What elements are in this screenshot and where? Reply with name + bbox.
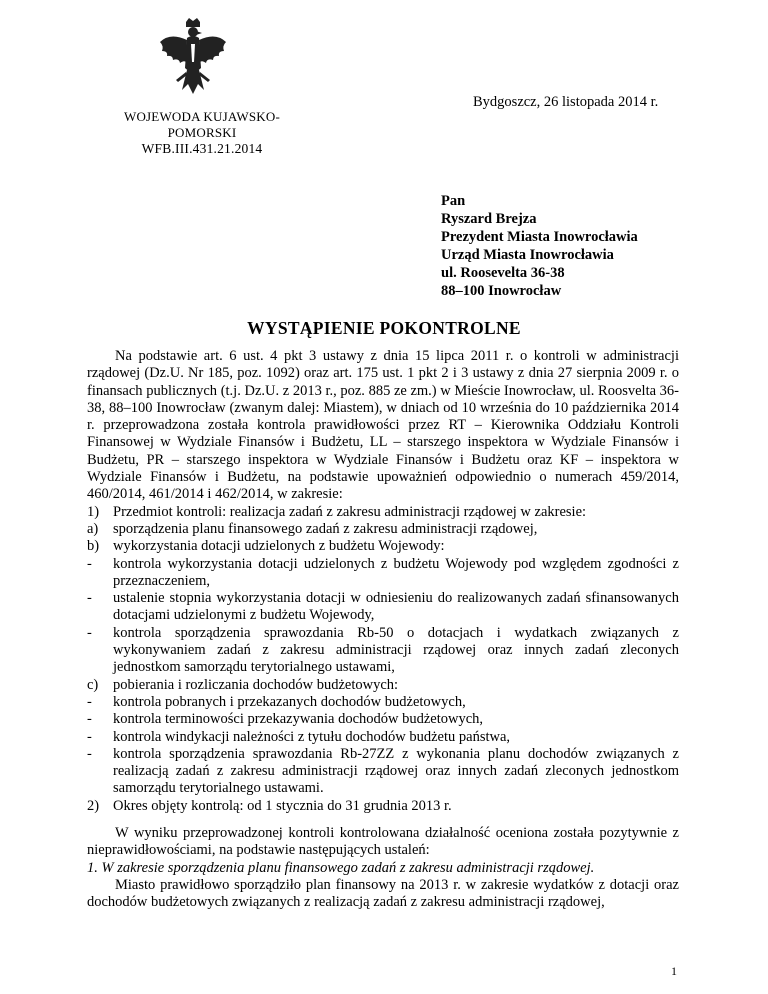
list-marker: - bbox=[87, 745, 92, 762]
place-date: Bydgoszcz, 26 listopada 2014 r. bbox=[473, 94, 659, 110]
list-text: kontrola sporządzenia sprawozdania Rb-50 o dotacjach i wydatkach związanych z wykonywaniem zadań z zakresu administracji rządowej oraz innych zadań zleconych jednostkom samorządu terytorialnego ustawami, bbox=[113, 624, 679, 676]
addressee-line: 88–100 Inowrocław bbox=[441, 283, 562, 299]
list-item bbox=[87, 590, 679, 625]
list-item bbox=[87, 694, 679, 711]
list-item bbox=[87, 556, 679, 591]
list-item bbox=[87, 711, 679, 728]
list-text: pobierania i rozliczania dochodów budżetowych: bbox=[113, 676, 399, 693]
issuer-name: WOJEWODA KUJAWSKO-POMORSKI bbox=[123, 109, 280, 140]
addressee-line: Prezydent Miasta Inowrocławia bbox=[441, 229, 638, 245]
list-marker: - bbox=[87, 693, 92, 710]
list-marker: c) bbox=[87, 676, 99, 693]
list-text: kontrola wykorzystania dotacji udzielonych z budżetu Wojewody pod względem zgodności z przeznaczeniem, bbox=[113, 555, 679, 589]
issuer-block bbox=[102, 109, 302, 157]
list-text: kontrola windykacji należności z tytułu dochodów budżetu państwa, bbox=[113, 728, 511, 745]
list-item bbox=[87, 746, 679, 798]
list-marker: - bbox=[87, 711, 92, 728]
list-marker: 1) bbox=[87, 503, 100, 520]
finding-paragraph: Miasto prawidłowo sporządziło plan finansowy na 2013 r. w zakresie wydatków z dotacji oraz dochodów budżetowych związanych z realizacją zadań z zakresu administracji rządowej, bbox=[87, 876, 679, 911]
list-marker: - bbox=[87, 624, 92, 641]
list-text: kontrola pobranych i przekazanych dochodów budżetowych, bbox=[113, 693, 466, 710]
list-text: wykorzystania dotacji udzielonych z budżetu Wojewody: bbox=[113, 538, 445, 555]
finding-heading: 1. W zakresie sporządzenia planu finansowego zadań z zakresu administracji rządowej. bbox=[87, 859, 595, 876]
addressee-block bbox=[441, 192, 638, 300]
addressee-line: Pan bbox=[441, 193, 466, 209]
result-paragraph: W wyniku przeprowadzonej kontroli kontrolowana działalność oceniona została pozytywnie z nieprawidłowościami, na podstawie następujących ustaleń: bbox=[87, 825, 679, 859]
list-marker: - bbox=[87, 555, 92, 572]
list-item bbox=[87, 504, 679, 521]
reference-number: WFB.III.431.21.2014 bbox=[141, 141, 263, 156]
list-item bbox=[87, 677, 679, 694]
list-marker: b) bbox=[87, 538, 100, 555]
list-marker: a) bbox=[87, 520, 99, 537]
list-marker: 2) bbox=[87, 797, 100, 814]
list-marker: - bbox=[87, 590, 92, 607]
list-text: sporządzenia planu finansowego zadań z zakresu administracji rządowej, bbox=[113, 520, 538, 537]
eagle-emblem-icon bbox=[158, 18, 228, 104]
list-item bbox=[87, 798, 679, 815]
page-number: 1 bbox=[671, 964, 677, 978]
list-item bbox=[87, 538, 679, 555]
list-item bbox=[87, 625, 679, 677]
list-item bbox=[87, 729, 679, 746]
list-text: Okres objęty kontrolą: od 1 stycznia do 31 grudnia 2013 r. bbox=[113, 797, 452, 814]
addressee-line: ul. Roosevelta 36-38 bbox=[441, 265, 565, 281]
intro-paragraph: Na podstawie art. 6 ust. 4 pkt 3 ustawy z dnia 15 lipca 2011 r. o kontroli w administracji rządowej (Dz.U. Nr 185, poz. 1092) oraz art. 175 ust. 1 pkt 2 i 3 ustawy z dnia 27 sierpnia 2009 r. o finansach publicznych (t.j. Dz.U. z 2013 r., poz. 885 ze zm.) w Mieście Inowrocław, ul. Roosvelta 36-38, 88–100 Inowrocław (zwanym dalej: Miastem), w dniach od 10 września do 10 października 2014 r. przeprowadzona została kontrola prawidłowości przez RT – Kierownika Oddziału Kontroli Finansowej w Wydziale Finansów i Budżetu, LL – starszego inspektora w Wydziale Finansów i Budżetu, PR – starszego inspektora w Wydziale Finansów i Budżetu oraz KF – inspektora w Wydziale Finansów i Budżetu, na podstawie upoważnień odpowiednio o numerach 459/2014, 460/2014, 461/2014 i 462/2014, w zakresie: bbox=[87, 348, 679, 503]
list-marker: - bbox=[87, 728, 92, 745]
document-title: WYSTĄPIENIE POKONTROLNE bbox=[247, 318, 521, 338]
list-text: kontrola sporządzenia sprawozdania Rb-27ZZ z wykonania planu dochodów związanych z realizacją zadań z zakresu administracji rządowej oraz innych zadań zleconych jednostkom samorządu terytorialnego ustawami. bbox=[113, 745, 679, 797]
list-item bbox=[87, 521, 679, 538]
addressee-line: Urząd Miasta Inowrocławia bbox=[441, 247, 614, 263]
list-text: ustalenie stopnia wykorzystania dotacji w odniesieniu do realizowanych zadań sfinansowanych dotacjami udzielonymi z budżetu Wojewody, bbox=[113, 590, 679, 624]
document-body bbox=[87, 348, 679, 912]
addressee-line: Ryszard Brejza bbox=[441, 211, 537, 227]
list-text: Przedmiot kontroli: realizacja zadań z zakresu administracji rządowej w zakresie: bbox=[113, 503, 587, 520]
list-text: kontrola terminowości przekazywania dochodów budżetowych, bbox=[113, 711, 484, 728]
